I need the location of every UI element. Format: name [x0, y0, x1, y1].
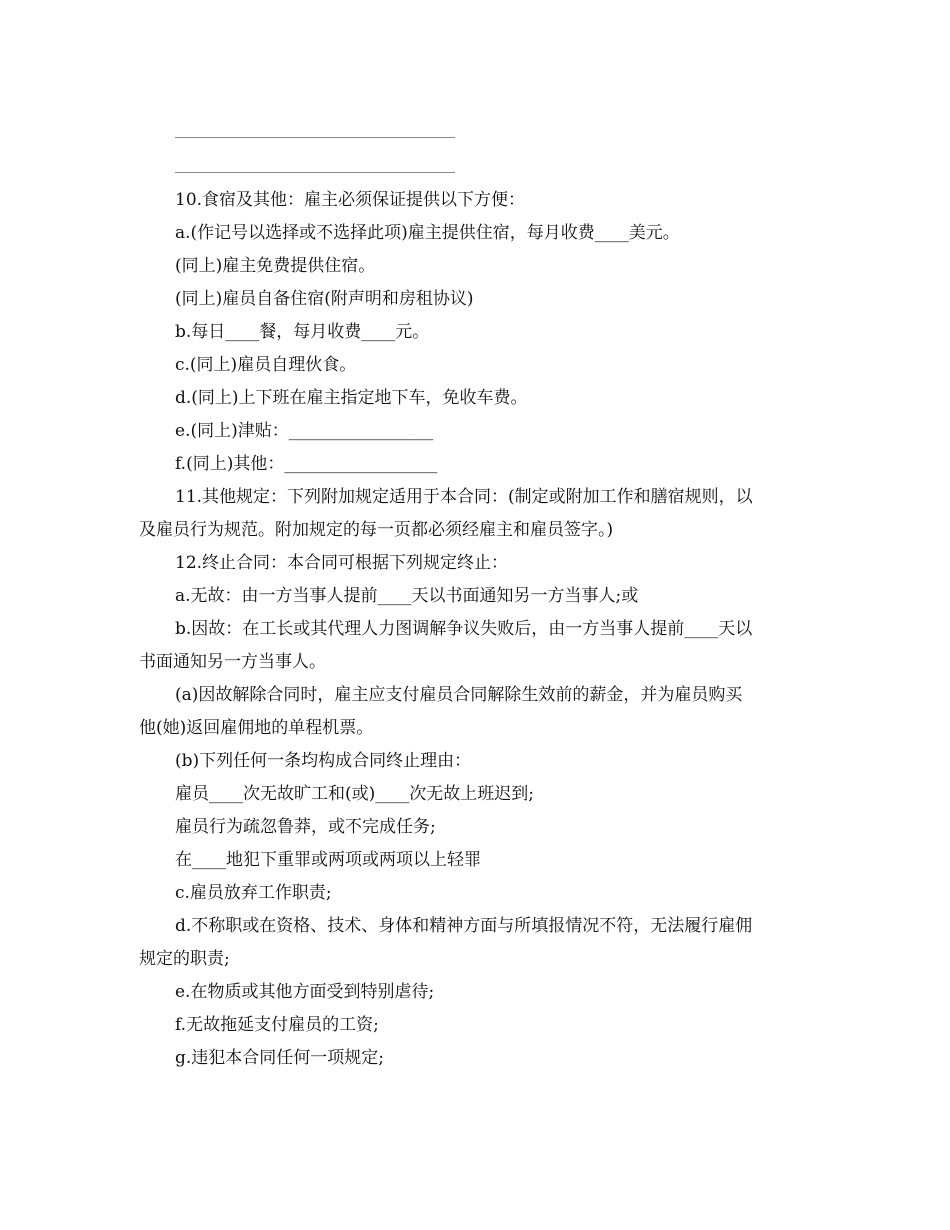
clause-11-line-1: 11.其他规定：下列附加规定适用于本合同：(制定或附加工作和膳宿规则，以: [175, 487, 753, 507]
termination-reason-3: 在____地犯下重罪或两项或两项以上轻罪: [175, 850, 481, 870]
clause-12b-line-2: 书面通知另一方当事人。: [139, 652, 326, 672]
clause-12-heading: 12.终止合同：本合同可根据下列规定终止：: [175, 553, 509, 573]
clause-10c-text: c.(同上)雇员自理伙食。: [175, 355, 357, 375]
clause-12f-text: f.无故拖延支付雇员的工资;: [175, 1015, 379, 1035]
clause-12b-a-line-1: (a)因故解除合同时，雇主应支付雇员合同解除生效前的薪金，并为雇员购买: [175, 685, 743, 705]
termination-reason-1: 雇员____次无故旷工和(或)____次无故上班迟到;: [175, 784, 534, 804]
clause-10-heading: 10.食宿及其他：雇主必须保证提供以下方便：: [175, 190, 526, 210]
clause-10a-option-2: (同上)雇主免费提供住宿。: [175, 256, 376, 276]
clause-11-line-2: 及雇员行为规范。附加规定的每一页都必须经雇主和雇员签字。): [139, 520, 614, 540]
clause-12g-text: g.违犯本合同任何一项规定;: [175, 1048, 385, 1068]
clause-12b-a-line-2: 他(她)返回雇佣地的单程机票。: [139, 718, 374, 738]
clause-10b-text: b.每日____餐，每月收费____元。: [175, 322, 430, 342]
clause-10e-text: e.(同上)津贴：_________________: [175, 421, 434, 441]
clause-12c-text: c.雇员放弃工作职责;: [175, 883, 332, 903]
clause-12b-b-text: (b)下列任何一条均构成合同终止理由：: [175, 751, 472, 771]
clause-10a-option-3: (同上)雇员自备住宿(附声明和房租协议): [175, 289, 474, 309]
clause-10a-text: a.(作记号以选择或不选择此项)雇主提供住宿，每月收费____美元。: [175, 223, 680, 243]
clause-12e-text: e.在物质或其他方面受到特别虐待;: [175, 982, 435, 1002]
clause-12b-line-1: b.因故：在工长或其代理人力图调解争议失败后，由一方当事人提前____天以: [175, 619, 753, 639]
clause-12d-line-2: 规定的职责;: [139, 949, 230, 969]
clause-10d-text: d.(同上)上下班在雇主指定地下车，免收车费。: [175, 388, 528, 408]
blank-fill-line-2: [175, 172, 455, 173]
clause-12a-text: a.无故：由一方当事人提前____天以书面通知另一方当事人;或: [175, 586, 639, 606]
blank-fill-line-1: [175, 137, 455, 138]
clause-10f-text: f.(同上)其他：__________________: [175, 454, 438, 474]
clause-12d-line-1: d.不称职或在资格、技术、身体和精神方面与所填报情况不符，无法履行雇佣: [175, 916, 753, 936]
termination-reason-2: 雇员行为疏忽鲁莽，或不完成任务;: [175, 817, 436, 837]
